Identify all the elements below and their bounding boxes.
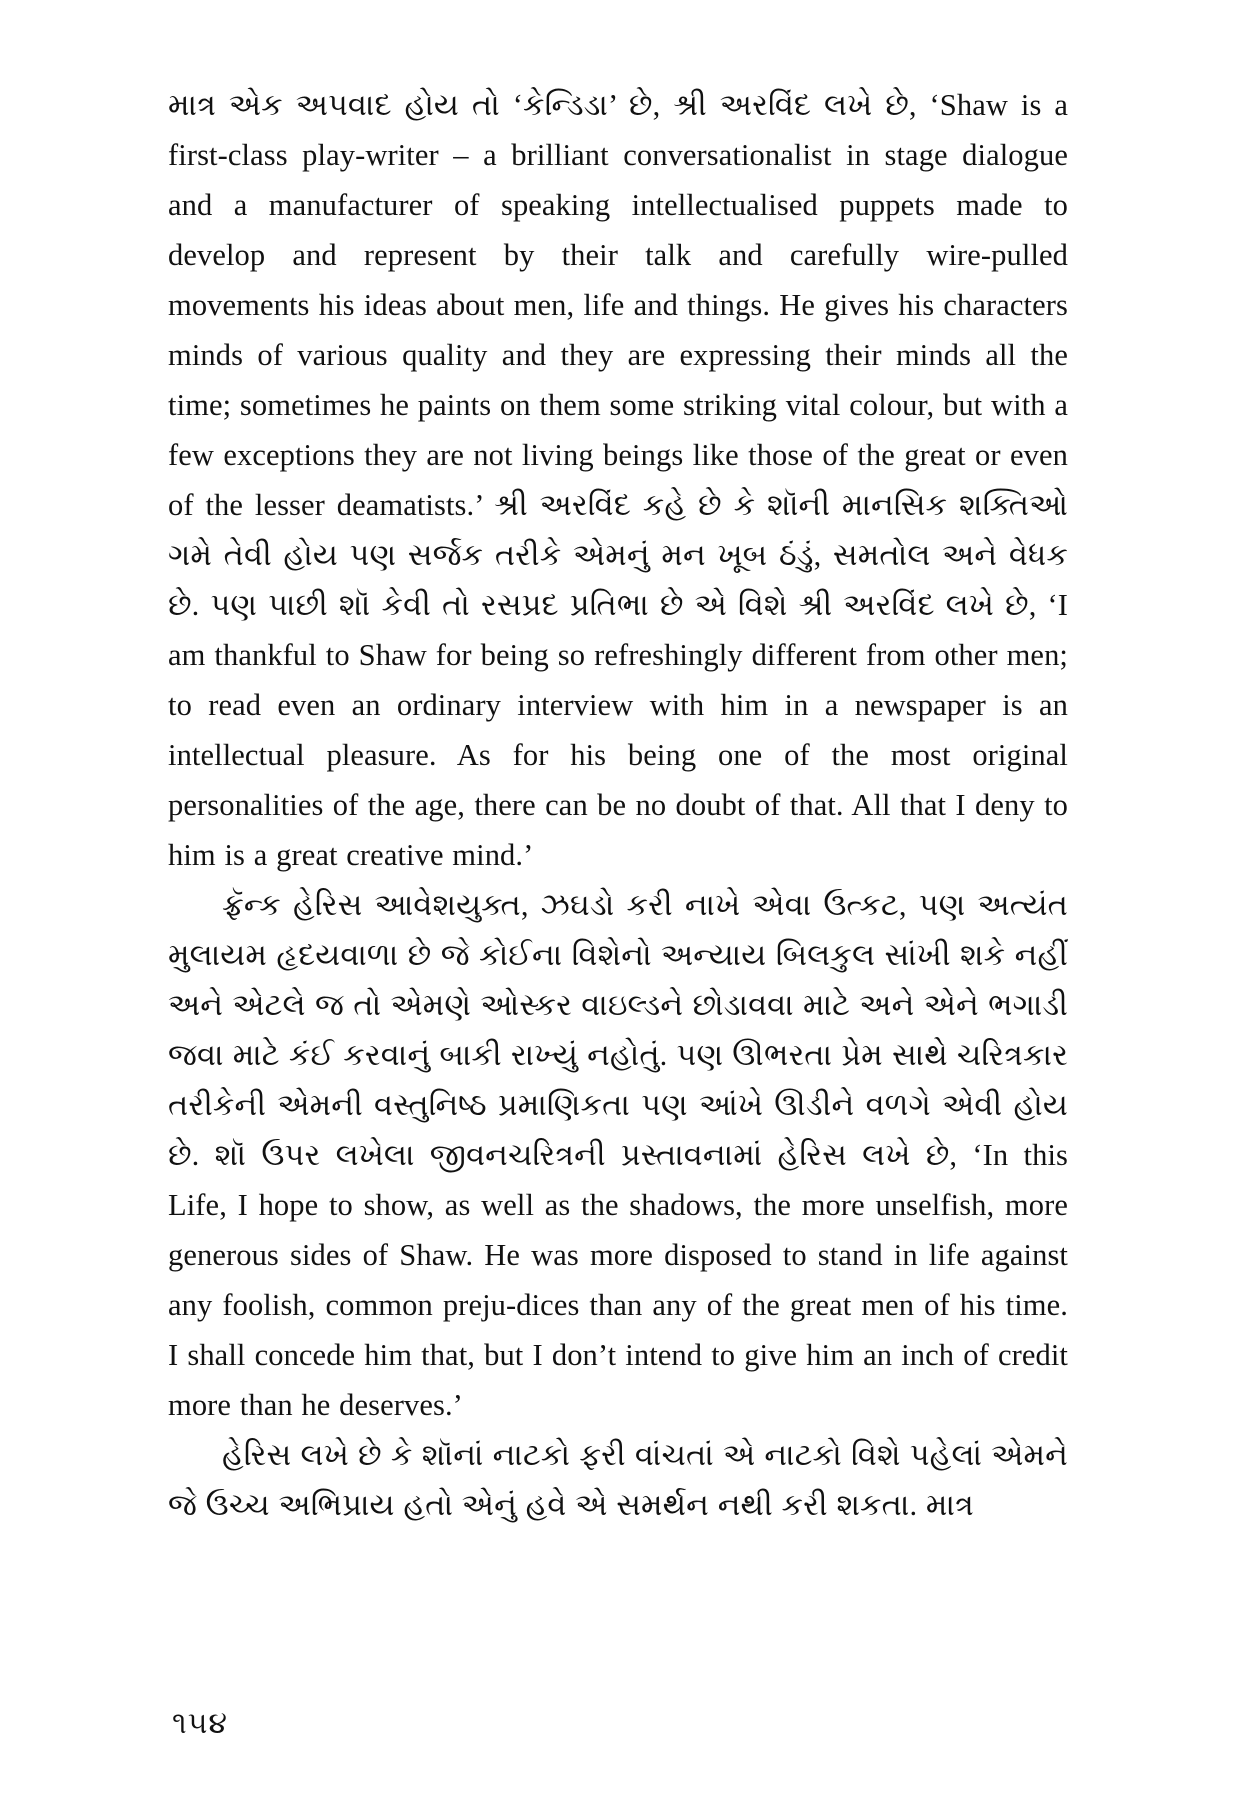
page-body-text bbox=[168, 80, 1068, 1530]
paragraph-2: ફ્રૅન્ક હેરિસ આવેશયુક્ત, ઝઘડો કરી નાખે એવા ઉત્કટ, પણ અત્યંત મુલાયમ હૃદયવાળા છે જે કોઈના વિશેનો અન્યાય બિલકુલ સાંખી શકે નહીં અને એટલે જ તો એમણે ઓસ્કર વાઇલ્ડને છોડાવવા માટે અને એને ભગાડી જવા માટે કંઈ કરવાનું બાકી રાખ્યું નહોતું. પણ ઊભરતા પ્રેમ સાથે ચરિત્રકાર તરીકેની એમની વસ્તુનિષ્ઠ પ્રમાણિકતા પણ આંખે ઊડીને વળગે એવી હોય છે. શૉ ઉપર લખેલા જીવનચરિત્રની પ્રસ્તાવનામાં હેરિસ લખે છે, ‘In this Life, I hope to show, as well as the shadows, the more unselfish, more generous sides of Shaw. He was more disposed to stand in life against any foolish, common preju-dices than any of the great men of his time. I shall concede him that, but I don’t intend to give him an inch of credit more than he deserves.’ bbox=[168, 888, 1068, 1422]
paragraph-1: માત્ર એક અપવાદ હોય તો ‘કેન્ડિડા’ છે, શ્રી અરવિંદ લખે છે, ‘Shaw is a first-class play-writer – a brilliant conversationalist in stage dialogue and a manufacturer of speaking intellectualised puppets made to develop and represent by their talk and carefully wire-pulled movements his ideas about men, life and things. He gives his characters minds of various quality and they are expressing their minds all the time; sometimes he paints on them some striking vital colour, but with a few exceptions they are not living beings like those of the great or even of the lesser deamatists.’ શ્રી અરવિંદ કહે છે કે શૉની માનસિક શક્તિઓ ગમે તેવી હોય પણ સર્જક તરીકે એમનું મન ખૂબ ઠંડું, સમતોલ અને વેધક છે. પણ પાછી શૉ કેવી તો રસપ્રદ પ્રતિભા છે એ વિશે શ્રી અરવિંદ લખે છે, ‘I am thankful to Shaw for being so refreshingly different from other men; to read even an ordinary interview with him in a newspaper is an intellectual pleasure. As for his being one of the most original personalities of the age, there can be no doubt of that. All that I deny to him is a great creative mind.’ bbox=[168, 88, 1068, 872]
page-number: ૧૫૪ bbox=[172, 1707, 229, 1740]
paragraph-3: હેરિસ લખે છે કે શૉનાં નાટકો ફરી વાંચતાં એ નાટકો વિશે પહેલાં એમને જે ઉચ્ચ અભિપ્રાય હતો એનું હવે એ સમર્થન નથી કરી શકતા. માત્ર bbox=[168, 1438, 1068, 1522]
